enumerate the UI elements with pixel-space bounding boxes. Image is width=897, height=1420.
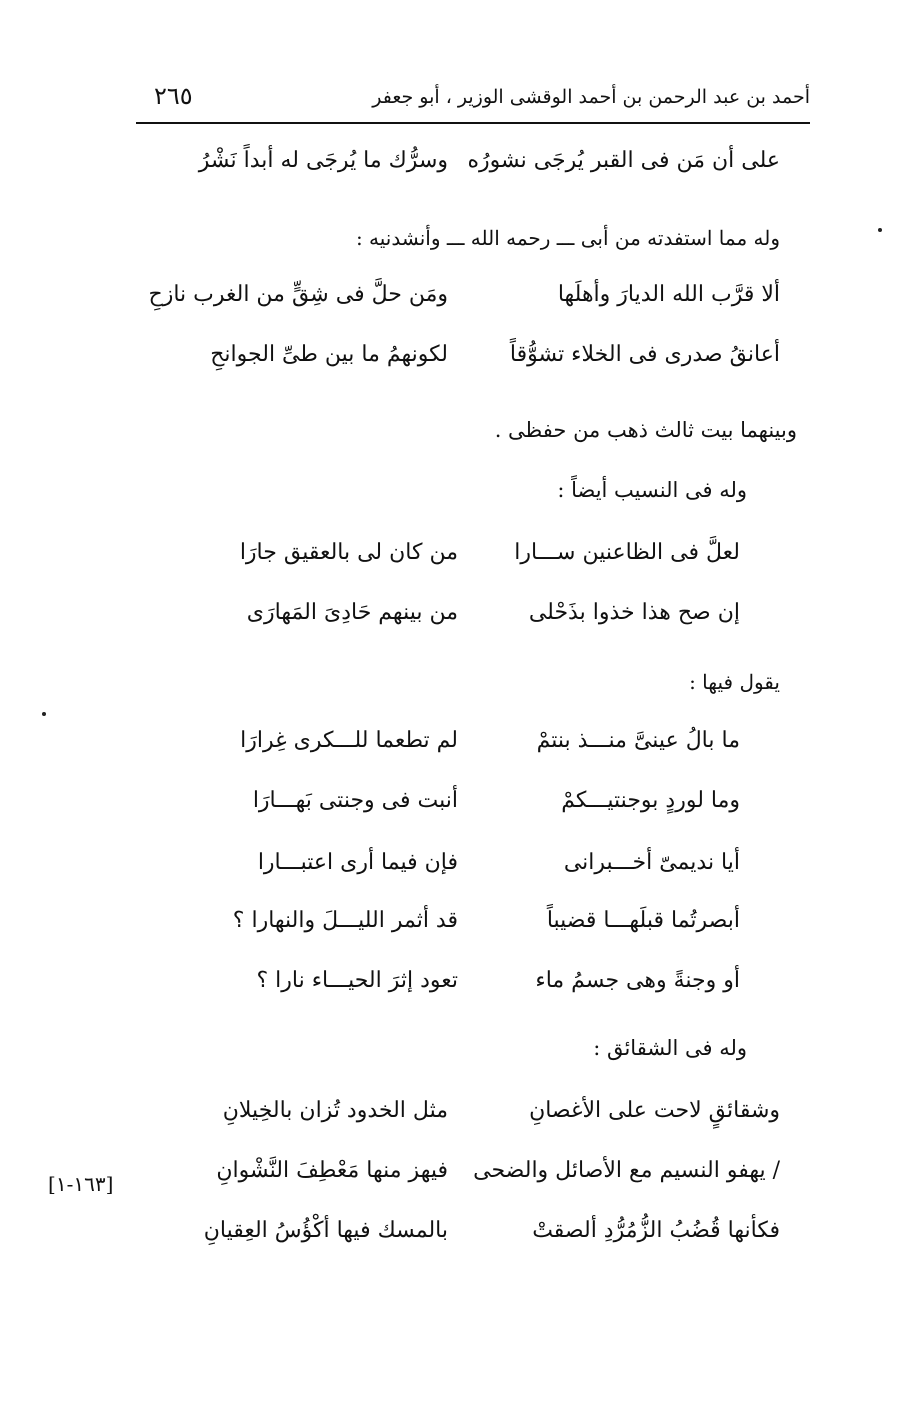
verse-second-hemistich: ومَن حلَّ فى شِقٍّ من الغرب نازحِ [148, 282, 448, 307]
verse-second-hemistich: لم تطعما للـــكرى غِرارَا [240, 728, 458, 753]
verse-line [200, 908, 740, 952]
verse-line [200, 968, 740, 1012]
verse-line [150, 1218, 780, 1262]
header-title: أحمد بن عبد الرحمن بن أحمد الوقشى الوزير ، أبو جعفر [372, 86, 810, 108]
page-number: ٢٦٥ [154, 82, 193, 110]
verse-second-hemistich: مثل الخدود تُزان بالخِيلانِ [222, 1098, 448, 1123]
verse-second-hemistich: بالمسك فيها أكْؤُسُ العِقيانِ [203, 1218, 448, 1243]
running-header [136, 80, 810, 114]
verse-line [150, 148, 780, 192]
verse-second-hemistich: أنبت فى وجنتى بَهـــارَا [252, 788, 458, 813]
verse-first-hemistich: ما بالُ عينىَّ منـــذ بنتمْ [536, 728, 740, 753]
verse-line [150, 342, 780, 386]
verse-line [200, 540, 740, 584]
verse-second-hemistich: من كان لى بالعقيق جارَا [239, 540, 458, 565]
verse-first-hemistich: على أن مَن فى القبر يُرجَى نشورُه [467, 148, 780, 173]
prose-line: وله مما استفدته من أبى ـــ رحمه الله ـــ وأنشدنيه : [355, 226, 780, 250]
verse-second-hemistich: لكونهمُ ما بين طىِّ الجوانحِ [210, 342, 448, 367]
verse-first-hemistich: وما لوردٍ بوجنتيـــكمْ [561, 788, 740, 813]
verse-first-hemistich: فكأنها قُضُبُ الزُّمُرُّدِ ألصقتْ [532, 1218, 780, 1243]
verse-first-hemistich: أو وجنةً وهى جسمُ ماء [535, 968, 740, 993]
verse-line [150, 1098, 780, 1142]
verse-line [200, 788, 740, 832]
header-rule [136, 122, 810, 124]
verse-first-hemistich: لعلَّ فى الظاعنين ســـارا [514, 540, 740, 565]
verse-line [200, 728, 740, 772]
section-heading: وله فى الشقائق : [593, 1036, 747, 1060]
section-heading: وله فى النسيب أيضاً : [557, 478, 747, 502]
prose-line: يقول فيها : [689, 670, 780, 694]
verse-first-hemistich: وشقائقٍ لاحت على الأغصانِ [529, 1098, 780, 1123]
prose-line: وبينهما بيت ثالث ذهب من حفظى . [494, 418, 797, 442]
verse-line [200, 850, 740, 894]
verse-first-hemistich: / يهفو النسيم مع الأصائل والضحى [473, 1158, 780, 1183]
verse-line [200, 600, 740, 644]
speck-mark [878, 228, 882, 232]
speck-mark [42, 712, 46, 716]
verse-second-hemistich: فيهز منها مَعْطِفَ النَّشْوانِ [216, 1158, 448, 1183]
verse-first-hemistich: إن صح هذا خذوا بذَحْلى [528, 600, 740, 625]
verse-second-hemistich: فإن فيما أرى اعتبـــارا [257, 850, 458, 875]
verse-second-hemistich: وسرُّك ما يُرجَى له أبداً نَشْرُ [198, 148, 448, 173]
margin-reference: [١٦٣-١] [48, 1172, 114, 1196]
verse-line [150, 282, 780, 326]
verse-first-hemistich: أيا نديمىّ أخـــبرانى [563, 850, 740, 875]
verse-first-hemistich: أبصرتُما قبلَهـــا قضيباً [546, 908, 740, 933]
verse-second-hemistich: تعود إثرَ الحيـــاء نارا ؟ [256, 968, 458, 993]
verse-second-hemistich: قد أثمر الليـــلَ والنهارا ؟ [232, 908, 458, 933]
verse-line [150, 1158, 780, 1202]
verse-first-hemistich: أعانقُ صدرى فى الخلاء تشوُّقاً [509, 342, 780, 367]
verse-second-hemistich: من بينهم حَادِىَ المَهارَى [246, 600, 458, 625]
verse-first-hemistich: ألا قرَّب الله الديارَ وأهلَها [557, 282, 780, 307]
